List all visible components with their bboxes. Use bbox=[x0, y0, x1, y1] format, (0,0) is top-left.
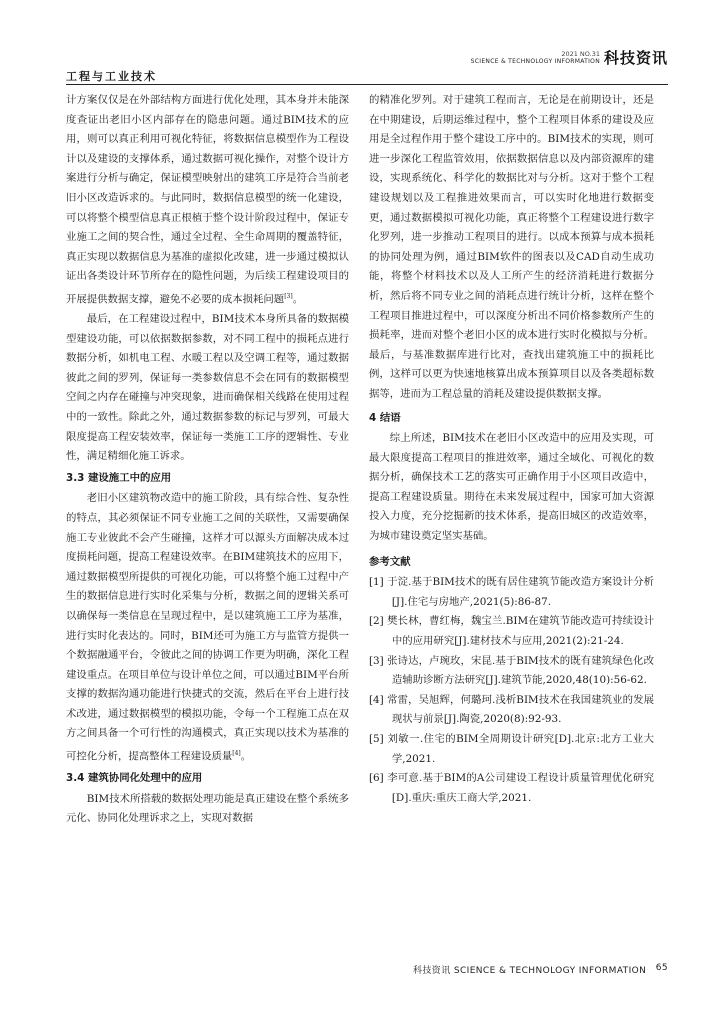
section-heading-3-4: 3.4 建筑协同化处理中的应用 bbox=[66, 772, 203, 785]
citation: [4] bbox=[232, 750, 241, 758]
body-paragraph: BIM技术所搭载的数据处理功能是真正建设在整个系统多元化、协同化处理诉求之上，实现对数据 bbox=[66, 792, 349, 825]
header-rule bbox=[66, 84, 668, 85]
reference-item: [6] 李可意.基于BIM的A公司建设工程设计质量管理优化研究[D].重庆:重庆工商大学,2021. bbox=[369, 772, 654, 804]
journal-english-name: SCIENCE & TECHNOLOGY INFORMATION bbox=[470, 58, 600, 66]
reference-item: [5] 刘敏一.住宅的BIM全周期设计研究[D].北京:北方工业大学,2021. bbox=[369, 733, 654, 765]
masthead-meta bbox=[471, 50, 600, 66]
section-heading-4: 4 结语 bbox=[369, 411, 401, 424]
body-paragraph: 的精准化罗列。对于建筑工程而言，无论是在前期设计，还是在中期建设，后期运维过程中，整个工程项目体系的建设及应用是全过程作用于整个建设工序中的。BIM技术的实现，则可进一步深化工程监管效用，依据数据信息以及内部资源库的建设，实现系统化、科学化的数据比对与分析。这对于整个工程建设规划以及工程推进效果而言，可以实时化地进行数据变更，通过数据模拟可视化功能，真正将整个工程建设进行数字化罗列，进一步推动工程项目的进行。以成本预算与成本损耗的协同处理为例，通过BIM软件的图表以及CAD自动生成功能，将整个材料技术以及人工所产生的经济消耗进行数据分析，然后将不同专业之间的消耗点进行统计分析，这样在整个工程项目推进过程中，可以深度分析出不同价格参数所产生的损耗率，进而对整个老旧小区的成本进行实时化模拟与分析。最后，与基准数据库进行比对，查找出建筑施工中的损耗比例，这样可以更为快速地核算出成本预算项目以及各类超标数据等，进而为工程总量的消耗及建设提供数据支撑。 bbox=[369, 94, 654, 400]
reference-item: [3] 张诗达，卢琬玫，宋昆.基于BIM技术的既有建筑绿色化改造辅助诊断方法研究[J].建筑节能,2020,48(10):56-62. bbox=[369, 654, 654, 687]
journal-masthead bbox=[471, 50, 668, 66]
reference-item: [4] 常雷，吴旭辉，何璐珂.浅析BIM技术在我国建筑业的发展现状与前景[J].陶瓷,2020(8):92-93. bbox=[369, 693, 654, 726]
section-heading-3-3: 3.3 建设施工中的应用 bbox=[66, 471, 172, 484]
footer-journal: 科技资讯 SCIENCE & TECHNOLOGY INFORMATION bbox=[413, 966, 647, 976]
journal-brand: 科技资讯 bbox=[603, 48, 668, 67]
citation: [3] bbox=[284, 292, 293, 300]
body-paragraph: 最后，在工程建设过程中，BIM技术本身所具备的数据模型建设功能，可以依据数据参数，对不同工程中的损耗点进行数据分析，如机电工程、水暖工程以及空调工程等，通过数据彼此之间的罗列，保证每一类参数信息不会在同有的数据模型空间之内存在碰撞与冲突现象，进而确保相关线路在使用过程中的一致性。除此之外，通过数据参数的标记与罗列，可最大限度提高工程安装效率，保证每一类施工工序的逻辑性、专业性，满足精细化施工诉求。 bbox=[66, 313, 349, 463]
right-column bbox=[369, 91, 654, 808]
body-paragraph: 老旧小区建筑物改造中的施工阶段，具有综合性、复杂性的特点，其必须保证不同专业施工之间的关联性，又需要确保施工专业彼此不会产生碰撞，这样才可以源头方面解决成本过度损耗问题，提高工程建设效率。在BIM建筑技术的应用下，通过数据模型所提供的可视化功能，可以将整个施工过程中产生的数据信息进行实时化采集与分析，数据之间的逻辑关系可以确保每一类信息在呈现过程中，是以建筑施工工序为基准，进行实时化表达的。同时，BIM还可为施工方与监管方提供一个数据融通平台，令彼此之间的协调工作更为明确，深化工程建设重点。在项目单位与设计单位之间，可以通过BIM平台所支撑的数据沟通功能进行快捷式的交流，然后在平台上进行技术改进，通过数据模型的模拟功能，令每一个工程施工点在双方之间具备一个可行性的沟通模式，真正实现以技术为基准的可控化分析，提高整体工程建设质量[4]。 bbox=[66, 492, 349, 763]
page-number: 65 bbox=[655, 963, 668, 973]
body-paragraph: 计方案仅仅是在外部结构方面进行优化处理，其本身并未能深度查证出老旧小区内部存在的隐患问题。通过BIM技术的应用，则可以真正利用可视化特征，将数据信息模型作为工程设计以及建设的支撑体系，通过数据可视化操作，对整个设计方案进行分析与确定，保证模型映射出的建筑工序是符合当前老旧小区改造诉求的。与此同时，数据信息模型的统一化建设，可以将整个模型信息真正根植于整个设计阶段过程中，保证专业施工之间的契合性，通过全过程、全生命周期的覆盖特征，真正实现以数据信息为基准的虚拟化改建，进一步通过模拟认证出各类设计环节所存在的隐性问题，为后续工程建设项目的开展提供数据支撑，避免不必要的成本损耗问题[3]。 bbox=[66, 94, 349, 306]
reference-item: [2] 樊长林，曹红梅，魏宝兰.BIM在建筑节能改造可持续设计中的应用研究[J].建材技术与应用,2021(2):21-24. bbox=[369, 615, 654, 648]
reference-item: [1] 于淀.基于BIM技术的既有居住建筑节能改造方案设计分析[J].住宅与房地产,2021(5):86-87. bbox=[369, 576, 654, 608]
left-column bbox=[66, 91, 349, 829]
body-paragraph: 综上所述，BIM技术在老旧小区改造中的应用及实现，可最大限度提高工程项目的推进效率，通过全域化、可视化的数据分析，确保技术工艺的落实可正确作用于小区项目改造中，提高工程建设质量。期待在未来发展过程中，国家可加大资源投入力度，充分挖掘新的技术体系，提高旧城区的改造效率，为城市建设奠定坚实基础。 bbox=[369, 432, 654, 543]
section-header: 工程与工业技术 bbox=[66, 70, 157, 83]
references-heading: 参考文献 bbox=[369, 555, 411, 568]
issue-number: 2021 NO.31 bbox=[561, 50, 600, 58]
page-footer bbox=[413, 963, 668, 976]
